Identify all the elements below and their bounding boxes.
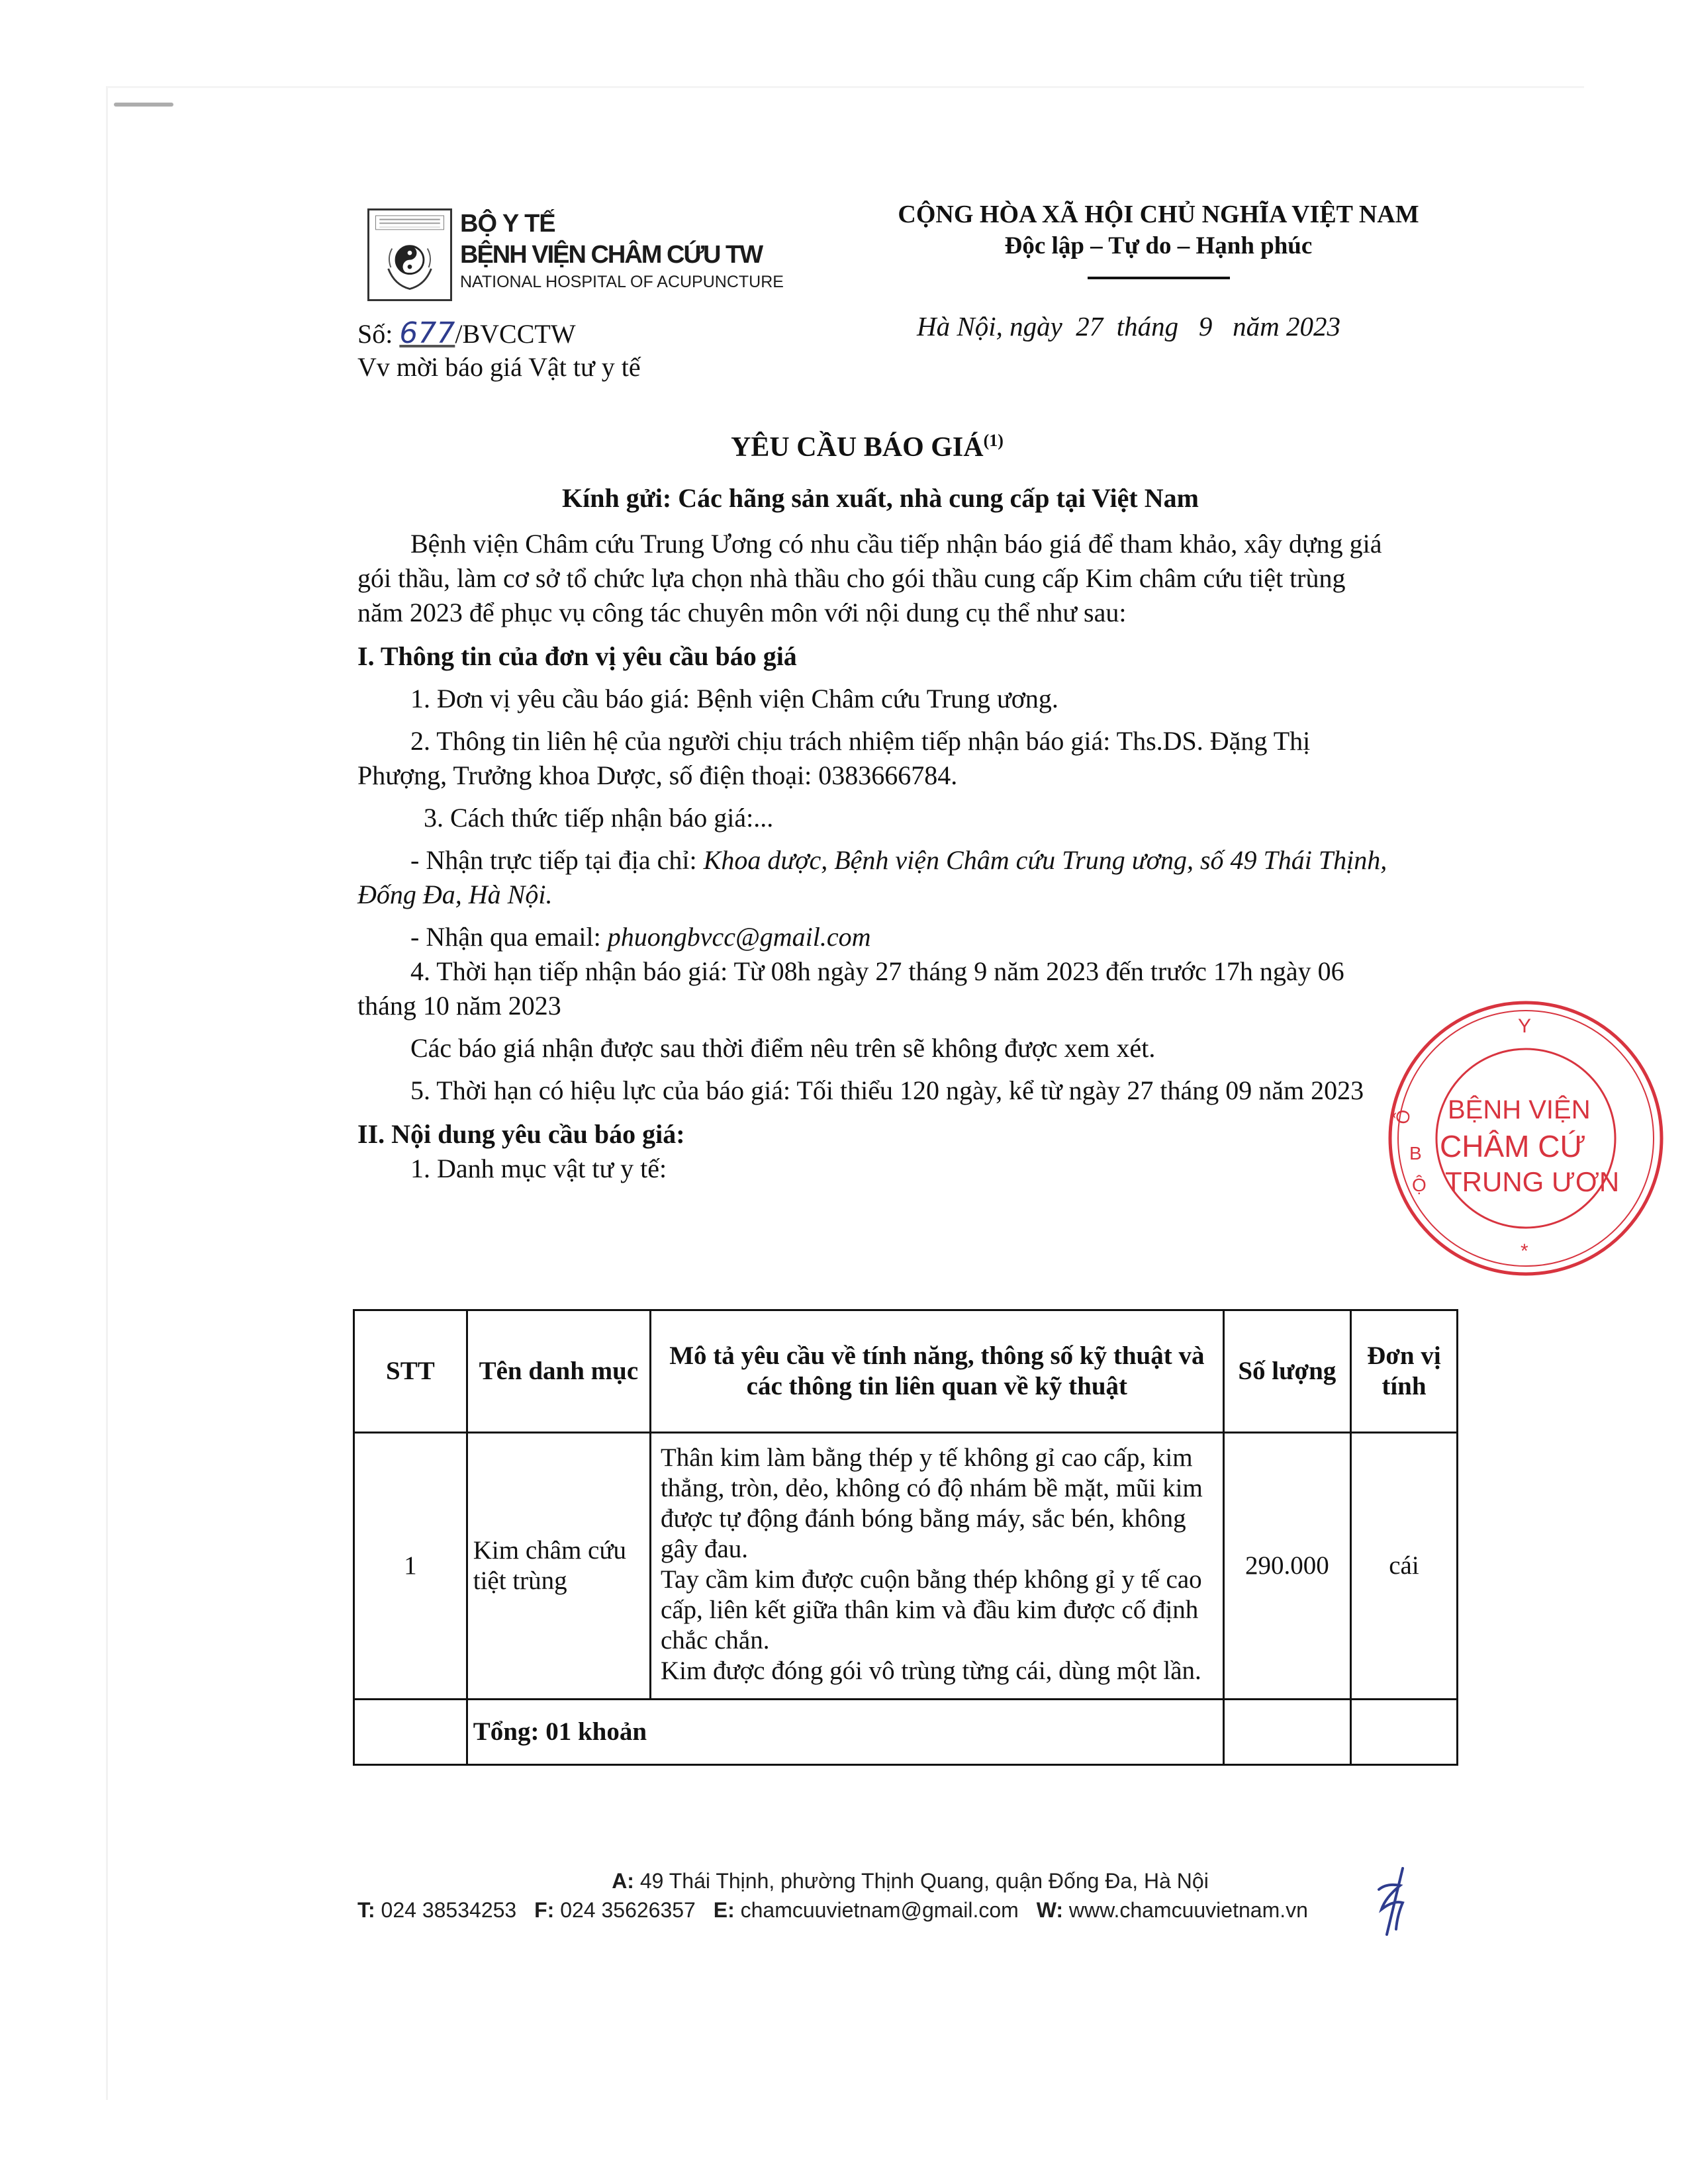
item-3: 3. Cách thức tiếp nhận báo giá:... — [424, 803, 774, 833]
cell-unit: cái — [1350, 1433, 1457, 1700]
number-prefix: Số: — [357, 319, 400, 349]
document-title — [357, 424, 1377, 465]
footer-contacts — [357, 1895, 1390, 1925]
document-number — [357, 318, 576, 350]
header-unit: Đơn vị tính — [1350, 1310, 1457, 1433]
number-suffix: /BVCCTW — [455, 319, 576, 349]
title-text: YÊU CẦU BÁO GIÁ — [731, 432, 984, 463]
stamp-line-1: BỆNH VIỆN — [1448, 1095, 1591, 1124]
country-name: CỘNG HÒA XÃ HỘI CHỦ NGHĨA VIỆT NAM — [898, 201, 1419, 228]
header-name: Tên danh mục — [467, 1310, 650, 1433]
motto: Độc lập – Tự do – Hạnh phúc — [1004, 232, 1313, 259]
cell-description — [650, 1433, 1223, 1700]
letterhead-footer — [357, 1866, 1390, 1925]
total-empty-cell — [1350, 1700, 1457, 1765]
description-line: Tay cầm kim được cuộn bằng thép không gỉ y tế cao cấp, liên kết giữa thân kim và đầu kim được cố định chắc chắn. — [660, 1565, 1202, 1655]
email-address: phuongbvcc@gmail.com — [607, 922, 871, 952]
motto-underline — [1088, 277, 1230, 279]
hospital-name: BỆNH VIỆN CHÂM CỨU TW — [460, 241, 763, 269]
section-2-heading: II. Nội dung yêu cầu báo giá: — [357, 1119, 685, 1149]
title-footnote: (1) — [983, 431, 1004, 450]
total-label: Tổng: 01 khoản — [467, 1700, 1223, 1765]
address-value: 49 Thái Thịnh, phường Thịnh Quang, quận Đống Đa, Hà Nội — [639, 1869, 1209, 1893]
stamp-line-3: TRUNG ƯƠN — [1445, 1166, 1620, 1197]
item-2: 2. Thông tin liên hệ của người chịu trách nhiệm tiếp nhận báo giá: Ths.DS. Đặng Thị Phượng, Trưởng khoa Dược, số điện thoại: 0383666784. — [357, 726, 1311, 790]
web-label: W: — [1036, 1898, 1063, 1922]
intro-paragraph: Bệnh viện Châm cứu Trung Ương có nhu cầu tiếp nhận báo giá để tham khảo, xây dựng giá gói thầu, làm cơ sở tổ chức lựa chọn nhà thầu cho gói thầu cung cấp Kim châm cứu tiệt trùng năm 2023 để phục vụ công tác chuyên môn với nội dung cụ thể như sau: — [357, 529, 1382, 627]
place-date: Hà Nội, ngày 27 tháng 9 năm 2023 — [917, 311, 1341, 341]
official-stamp — [1374, 993, 1620, 1284]
svg-text:*: * — [1521, 1240, 1528, 1262]
handwritten-number: 677 — [399, 316, 455, 350]
email-value: chamcuuvietnam@gmail.com — [740, 1898, 1019, 1922]
description-line: Thân kim làm bằng thép y tế không gỉ cao cấp, kim thẳng, tròn, dẻo, không có độ nhám bề mặt, mũi kim được tự động đánh bóng bằng máy, sắc bén, không gây đau. — [660, 1443, 1203, 1563]
phone-value: 024 38534253 — [381, 1898, 517, 1922]
supplies-table — [353, 1309, 1458, 1766]
total-empty-cell — [354, 1700, 467, 1765]
cell-quantity: 290.000 — [1223, 1433, 1350, 1700]
scan-mark — [114, 103, 173, 107]
fax-value: 024 35626357 — [560, 1898, 696, 1922]
svg-text:Ô: Ô — [1391, 1108, 1415, 1126]
organization-header — [367, 208, 844, 308]
email-prefix: - Nhận qua email: — [410, 922, 608, 952]
late-note: Các báo giá nhận được sau thời điểm nêu trên sẽ không được xem xét. — [410, 1033, 1156, 1063]
hospital-emblem-icon — [367, 208, 452, 301]
section-1-heading: I. Thông tin của đơn vị yêu cầu báo giá — [357, 641, 797, 671]
document-subject: Vv mời báo giá Vật tư y tế — [357, 352, 641, 382]
table-header-row — [354, 1310, 1458, 1433]
cell-stt: 1 — [354, 1433, 467, 1700]
email-label: E: — [713, 1898, 735, 1922]
svg-text:Y: Y — [1518, 1015, 1532, 1037]
national-motto — [861, 199, 1456, 279]
total-empty-cell — [1223, 1700, 1350, 1765]
direct-submission — [357, 843, 1390, 912]
svg-text:B: B — [1409, 1143, 1422, 1163]
item-4: 4. Thời hạn tiếp nhận báo giá: Từ 08h ngày 27 tháng 9 năm 2023 đến trước 17h ngày 06 tháng 10 năm 2023 — [357, 956, 1344, 1021]
phone-label: T: — [357, 1898, 375, 1922]
recipient-line: Kính gửi: Các hãng sản xuất, nhà cung cấp tại Việt Nam — [562, 483, 1199, 513]
footer-address — [357, 1866, 1390, 1895]
address-label: A: — [612, 1869, 634, 1893]
ministry-name: BỘ Y TẾ — [460, 210, 555, 238]
direct-prefix: - Nhận trực tiếp tại địa chỉ: — [410, 845, 704, 875]
stamp-line-2: CHÂM CỨ — [1440, 1129, 1586, 1163]
hospital-english-name: NATIONAL HOSPITAL OF ACUPUNCTURE — [460, 273, 784, 291]
item-5: 5. Thời hạn có hiệu lực của báo giá: Tối thiểu 120 ngày, kể từ ngày 27 tháng 09 năm 2023 — [410, 1075, 1364, 1105]
table-row — [354, 1433, 1458, 1700]
direct-address: Khoa dược, Bệnh viện Châm cứu Trung ương, số 49 Thái Thịnh, Đống Đa, Hà Nội. — [357, 845, 1387, 909]
handwritten-initial-icon — [1374, 1863, 1413, 1936]
email-submission — [357, 920, 1390, 954]
description-line: Kim được đóng gói vô trùng từng cái, dùng một lần. — [660, 1657, 1201, 1685]
fax-label: F: — [534, 1898, 555, 1922]
header-quantity: Số lượng — [1223, 1310, 1350, 1433]
header-stt: STT — [354, 1310, 467, 1433]
svg-text:Ộ: Ộ — [1412, 1175, 1427, 1195]
header-description: Mô tả yêu cầu về tính năng, thông số kỹ thuật và các thông tin liên quan về kỹ thuật — [650, 1310, 1223, 1433]
item-1: 1. Đơn vị yêu cầu báo giá: Bệnh viện Châm cứu Trung ương. — [410, 684, 1058, 713]
list-label: 1. Danh mục vật tư y tế: — [410, 1154, 667, 1183]
web-value: www.chamcuuvietnam.vn — [1068, 1898, 1308, 1922]
table-total-row — [354, 1700, 1458, 1765]
document-body — [357, 527, 1390, 1186]
cell-name: Kim châm cứu tiệt trùng — [467, 1433, 650, 1700]
